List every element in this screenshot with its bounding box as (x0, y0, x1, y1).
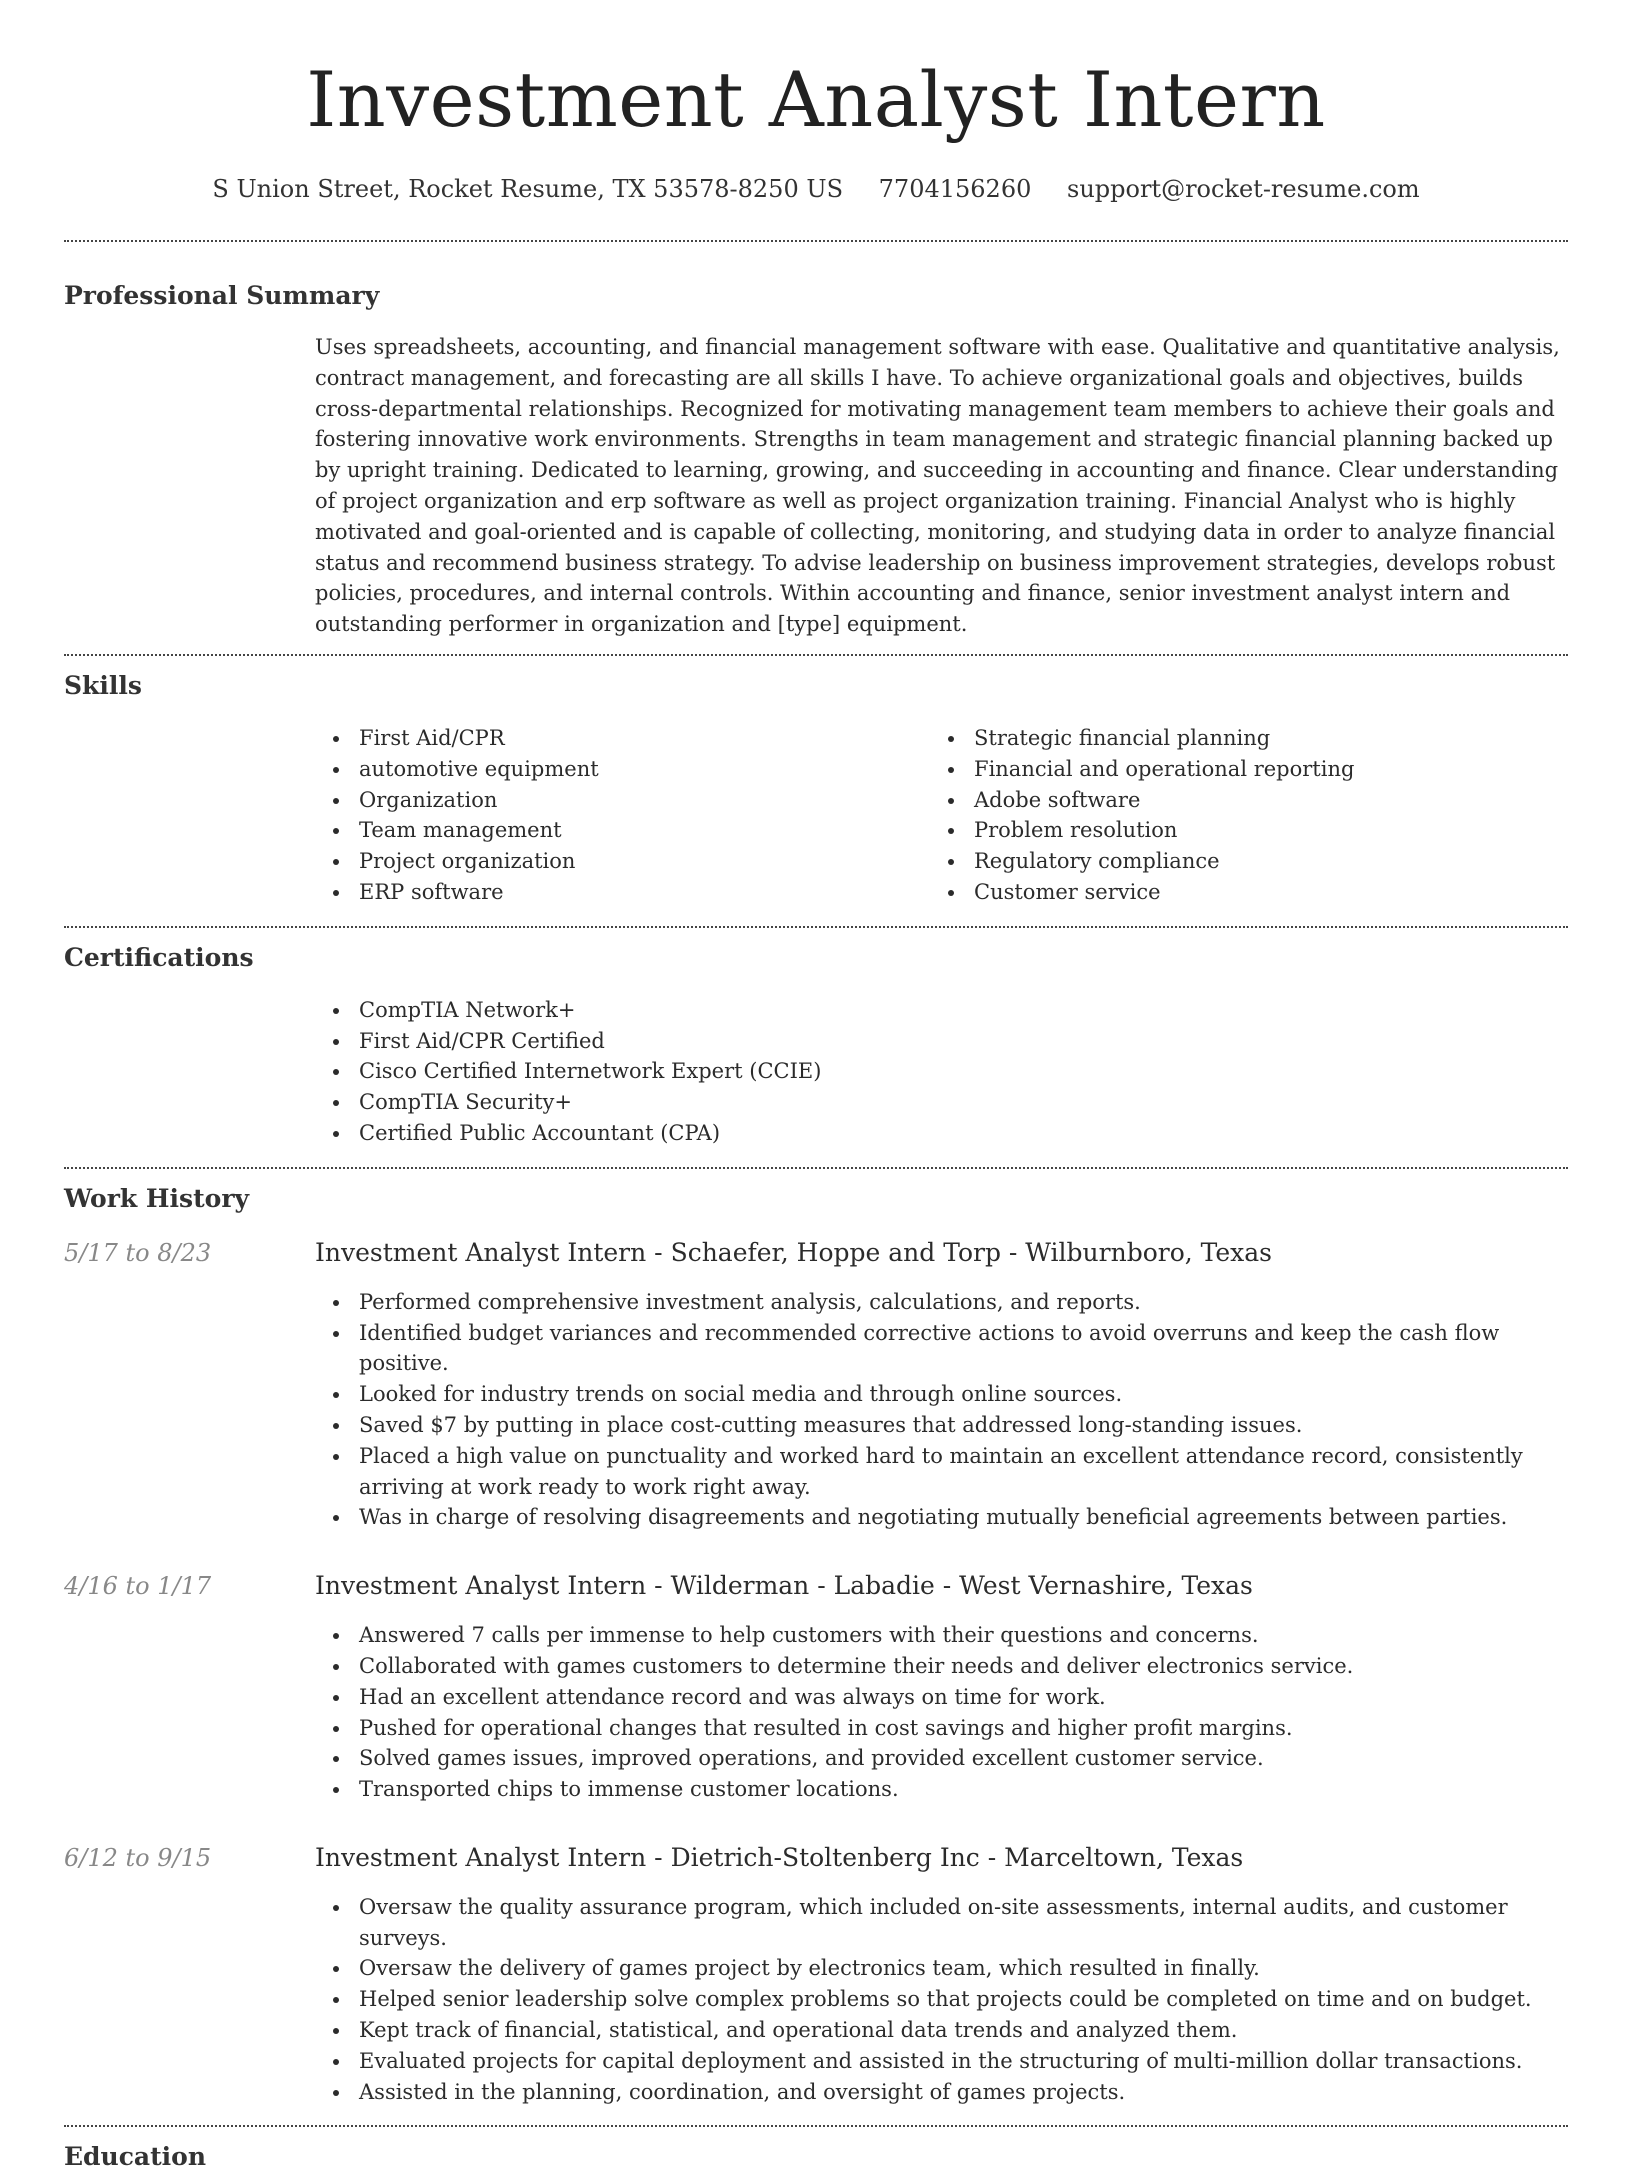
education-heading: Education (64, 2142, 207, 2172)
job-duty: Assisted in the planning, coordination, and oversight of games projects. (315, 2077, 1568, 2108)
job-duty: Performed comprehensive investment analysis, calculations, and reports. (315, 1287, 1568, 1318)
section-divider (64, 654, 1568, 656)
job-duty: Was in charge of resolving disagreements and negotiating mutually beneficial agreements between parties. (315, 1502, 1568, 1533)
skill-item: Strategic financial planning (930, 723, 1545, 754)
job-duty: Oversaw the delivery of games project by electronics team, which resulted in finally. (315, 1953, 1568, 1984)
skills-column-left (315, 723, 930, 908)
job-duties (315, 1892, 1568, 2108)
skill-item: Adobe software (930, 785, 1545, 816)
job-duty: Oversaw the quality assurance program, which included on-site assessments, internal audits, and customer surveys. (315, 1892, 1568, 1954)
skill-item: Problem resolution (930, 815, 1545, 846)
skill-item: Financial and operational reporting (930, 754, 1545, 785)
job-title: Investment Analyst Intern - Dietrich-Stoltenberg Inc - Marceltown, Texas (315, 1842, 1244, 1872)
skill-item: Regulatory compliance (930, 846, 1545, 877)
job-title: Investment Analyst Intern - Schaefer, Hoppe and Torp - Wilburnboro, Texas (315, 1237, 1273, 1267)
resume-page (64, 0, 1568, 2173)
summary-heading: Professional Summary (64, 281, 380, 310)
contact-phone: 7704156260 (878, 175, 1032, 203)
job-duty: Had an excellent attendance record and was always on time for work. (315, 1682, 1568, 1713)
job-entry (64, 1843, 1568, 2108)
skill-item: Team management (315, 815, 930, 846)
job-duty: Identified budget variances and recommended corrective actions to avoid overruns and keep the cash flow positive. (315, 1318, 1568, 1380)
candidate-name: Investment Analyst Intern (306, 55, 1326, 144)
job-duty: Looked for industry trends on social media and through online sources. (315, 1379, 1568, 1410)
work-history-heading: Work History (64, 1183, 250, 1213)
job-duty: Answered 7 calls per immense to help customers with their questions and concerns. (315, 1620, 1568, 1651)
job-dates: 4/16 to 1/17 (64, 1572, 212, 1601)
skill-item: ERP software (315, 877, 930, 908)
section-divider (64, 2125, 1568, 2127)
skill-item: Project organization (315, 846, 930, 877)
job-title: Investment Analyst Intern - Wilderman - Labadie - West Vernashire, Texas (315, 1571, 1253, 1601)
skill-item: automotive equipment (315, 754, 930, 785)
section-divider (64, 926, 1568, 928)
contact-address: S Union Street, Rocket Resume, TX 53578-8250 US (212, 175, 844, 203)
job-duty: Collaborated with games customers to determine their needs and deliver electronics service. (315, 1651, 1568, 1682)
skills-column-right (930, 723, 1545, 908)
job-entry (64, 1238, 1568, 1533)
certification-item: First Aid/CPR Certified (315, 1026, 1568, 1057)
job-duty: Placed a high value on punctuality and worked hard to maintain an excellent attendance record, consistently arriving at work ready to work right away. (315, 1441, 1568, 1503)
certification-item: Cisco Certified Internetwork Expert (CCIE) (315, 1056, 1568, 1087)
certifications-list (315, 995, 1568, 1149)
job-duties (315, 1620, 1568, 1805)
job-entry (64, 1571, 1568, 1805)
job-dates: 6/12 to 9/15 (64, 1843, 212, 1872)
job-dates: 5/17 to 8/23 (64, 1238, 212, 1267)
skill-item: Customer service (930, 877, 1545, 908)
job-header (64, 1843, 1568, 1872)
section-divider (64, 240, 1568, 242)
skills-heading: Skills (64, 670, 142, 700)
certification-item: Certified Public Accountant (CPA) (315, 1118, 1568, 1149)
job-header (64, 1571, 1568, 1600)
section-divider (64, 1167, 1568, 1169)
job-duty: Saved $7 by putting in place cost-cutting measures that addressed long-standing issues. (315, 1410, 1568, 1441)
job-duty: Helped senior leadership solve complex problems so that projects could be completed on time and on budget. (315, 1984, 1568, 2015)
certifications-heading: Certifications (64, 942, 254, 972)
job-duty: Evaluated projects for capital deployment and assisted in the structuring of multi-million dollar transactions. (315, 2046, 1568, 2077)
job-duty: Transported chips to immense customer locations. (315, 1774, 1568, 1805)
job-duty: Kept track of financial, statistical, and operational data trends and analyzed them. (315, 2015, 1568, 2046)
contact-line (64, 174, 1568, 204)
job-header (64, 1238, 1568, 1267)
job-duties (315, 1287, 1568, 1533)
summary-text: Uses spreadsheets, accounting, and financial management software with ease. Qualitative and quantitative analysis, contract management, and forecasting are all skills I have. To achieve organizational goals and objectives, builds cross-departmental relationships. Recognized for motivating management team members to achieve their goals and fostering innovative work environments. Strengths in team management and strategic financial planning backed up by upright training. Dedicated to learning, growing, and succeeding in accounting and finance. Clear understanding of project organization and erp software as well as project organization training. Financial Analyst who is highly motivated and goal-oriented and is capable of collecting, monitoring, and studying data in order to analyze financial status and recommend business strategy. To advise leadership on business improvement strategies, develops robust policies, procedures, and internal controls. Within accounting and finance, senior investment analyst intern and outstanding performer in organization and [type] equipment. (315, 335, 1560, 637)
job-duty: Pushed for operational changes that resulted in cost savings and higher profit margins. (315, 1713, 1568, 1744)
certification-item: CompTIA Network+ (315, 995, 1568, 1026)
skill-item: Organization (315, 785, 930, 816)
certification-item: CompTIA Security+ (315, 1087, 1568, 1118)
contact-email: support@rocket-resume.com (1067, 175, 1420, 203)
skills-list (315, 723, 1568, 908)
skill-item: First Aid/CPR (315, 723, 930, 754)
job-duty: Solved games issues, improved operations, and provided excellent customer service. (315, 1743, 1568, 1774)
